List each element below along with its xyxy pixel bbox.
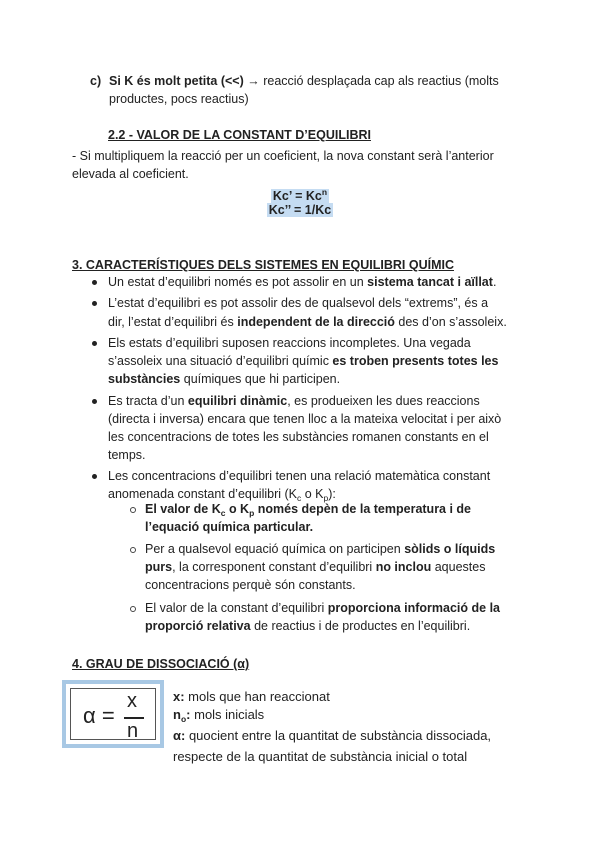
item-c-bold: Si K és molt petita (<<) bbox=[109, 74, 244, 88]
def-n: $n_o$: mols inicials bbox=[173, 707, 265, 724]
def-x: x: mols que han reaccionat bbox=[173, 689, 330, 704]
bullet-3-line3: substàncies químiques que hi participen. bbox=[108, 372, 341, 386]
bullet-4-line4: temps. bbox=[108, 448, 146, 462]
sub-bullet-2-line1: Per a qualsevol equació química on participen sòlids o líquids bbox=[145, 542, 496, 556]
bullet-3-line1: Els estats d’equilibri suposen reaccions incompletes. Una vegada bbox=[108, 336, 471, 350]
section-2-2-text-line2: elevada al coeficient. bbox=[72, 167, 189, 181]
bullet-4-line1: Es tracta d’un equilibri dinàmic, es produeixen les dues reaccions bbox=[108, 394, 480, 408]
formula-kc-prime: Kc’ = $Kc^n$ bbox=[272, 187, 328, 203]
section-2-2-text-line1: - Si multipliquem la reacció per un coeficient, la nova constant serà l’anterior bbox=[72, 149, 494, 163]
bullet-dot bbox=[92, 280, 97, 285]
def-alpha-line2: respecte de la quantitat de substància inicial o total bbox=[173, 749, 468, 764]
bullet-dot bbox=[92, 301, 97, 306]
formula-lhs: α = bbox=[83, 703, 115, 728]
formula-numerator: x bbox=[127, 690, 137, 712]
sub-bullet-circle bbox=[130, 606, 136, 612]
sub-bullet-circle bbox=[130, 507, 136, 513]
sub-bullet-circle bbox=[130, 547, 136, 553]
sub-bullet-2-line2: purs, la corresponent constant d’equilibri no inclou aquestes bbox=[145, 560, 486, 574]
item-c-marker: c) bbox=[90, 74, 102, 88]
bullet-4-line2: (directa i inversa) encara que tenen lloc a la mateixa velocitat i per això bbox=[108, 412, 502, 426]
sub-bullet-1-line2: l’equació química particular. bbox=[145, 520, 314, 534]
bullet-dot bbox=[92, 341, 97, 346]
alpha-formula-box bbox=[62, 680, 164, 748]
formula-kc-double-prime: Kc’’ = 1/Kc bbox=[268, 203, 332, 217]
sub-bullet-3-line1: El valor de la constant d’equilibri proporciona informació de la bbox=[145, 601, 500, 615]
bullet-dot bbox=[92, 474, 97, 479]
sub-bullet-1-line1: El valor de $K_c$ o $K_p$ només depèn de la temperatura i de bbox=[145, 502, 472, 518]
sub-bullet-2-line3: concentracions perquè són constants. bbox=[145, 578, 356, 592]
section-4-title: 4. GRAU DE DISSOCIACIÓ (α) bbox=[72, 657, 250, 671]
item-c-rest: → reacció desplaçada cap als reactius (molts bbox=[243, 74, 499, 88]
bullet-5-line1: Les concentracions d’equilibri tenen una relació matemàtica constant bbox=[108, 469, 491, 483]
def-alpha-line1: α: quocient entre la quantitat de substància dissociada, bbox=[173, 728, 492, 743]
sub-bullet-3-line2: proporció relativa de reactius i de productes en l’equilibri. bbox=[145, 619, 471, 633]
bullet-2-line1: L’estat d’equilibri es pot assolir des de qualsevol dels “extrems”, és a bbox=[108, 296, 489, 310]
formula-denominator: n bbox=[127, 720, 139, 742]
section-2-2-title: 2.2 - VALOR DE LA CONSTANT D’EQUILIBRI bbox=[108, 128, 371, 142]
bullet-dot bbox=[92, 399, 97, 404]
section-3-title: 3. CARACTERÍSTIQUES DELS SISTEMES EN EQUILIBRI QUÍMIC bbox=[72, 258, 454, 272]
bullet-5-line2: anomenada constant d’equilibri ($K_c$ o $K_p$): bbox=[108, 487, 336, 503]
item-c-line1 bbox=[109, 72, 499, 90]
bullet-4-line3: les concentracions de totes les substàncies romanen constants en el bbox=[108, 430, 489, 444]
bullet-3-line2: s’assoleix una situació d’equilibri químic es troben presents totes les bbox=[108, 354, 499, 368]
bullet-2-line2: dir, l’estat d’equilibri és independent de la direcció des d’on s’assoleix. bbox=[108, 315, 507, 329]
bullet-1: Un estat d’equilibri només es pot assolir en un sistema tancat i aïllat. bbox=[108, 275, 497, 289]
item-c-line2: productes, pocs reactius) bbox=[109, 92, 249, 106]
